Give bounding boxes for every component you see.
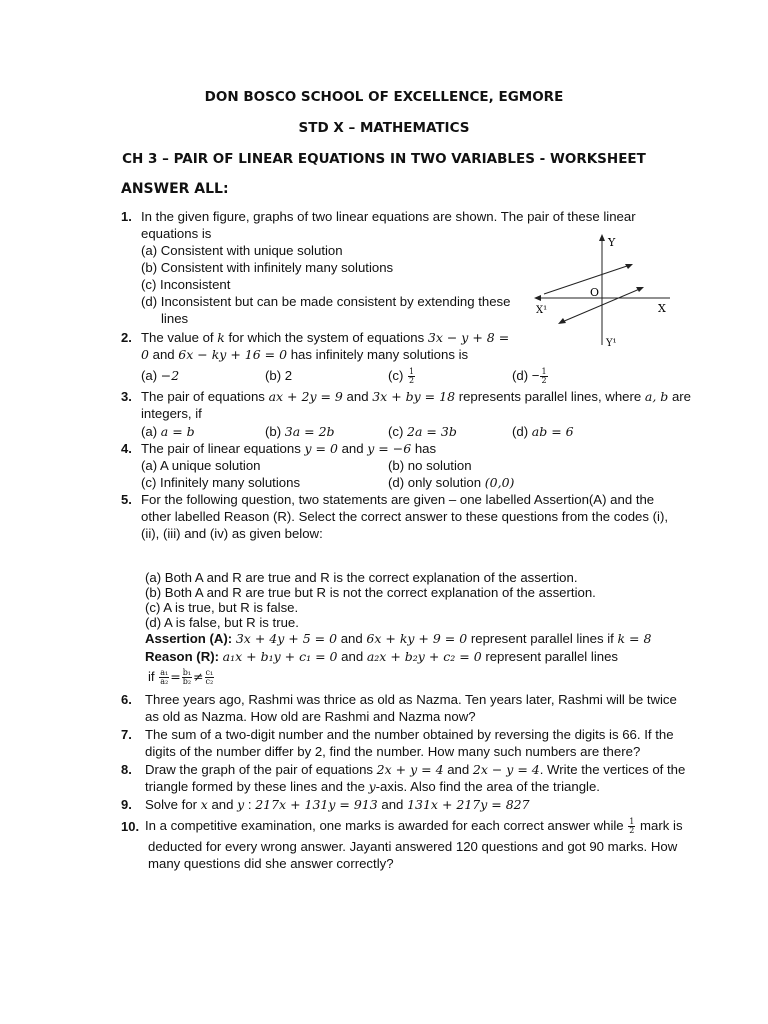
q5-option-d: (d) A is false, but R is true. xyxy=(145,615,299,630)
label-origin: O xyxy=(590,286,600,299)
q3-number: 3. xyxy=(121,389,132,404)
q1-option-b: (b) Consistent with infinitely many solutions xyxy=(141,260,394,275)
q8-number: 8. xyxy=(121,762,132,777)
q5-line1: For the following question, two statements are given – one labelled Assertion(A) and the xyxy=(141,492,655,507)
q5-reason-condition: if $\frac{\text{a₁}}{\text{a₂}}$ = $\frac{\text{b₁}}{\text{b₂}}$ ≠ $\frac{\text{c₁}}{\text{c₂}}$ xyxy=(148,668,214,687)
q1-option-a: (a) Consistent with unique solution xyxy=(141,243,343,258)
q9-line1: Solve for x and y : 217x + 131y = 913 and 131x + 217y = 827 xyxy=(145,797,530,812)
q10-line1: In a competitive examination, one marks is awarded for each correct answer while $\frac{1}{2}$ mark is xyxy=(145,817,683,836)
q5-line3: (ii), (iii) and (iv) as given below: xyxy=(141,526,323,541)
q4-line1: The pair of linear equations y = 0 and y = −6 has xyxy=(141,441,437,456)
q5-option-b: (b) Both A and R are true but R is not the correct explanation of the assertion. xyxy=(145,585,596,600)
label-y1: Y¹ xyxy=(606,338,617,349)
q7-line2: digits of the number differ by 2, find the number. How many such numbers are there? xyxy=(145,744,641,759)
chapter-title: CH 3 – PAIR OF LINEAR EQUATIONS IN TWO VARIABLES - WORKSHEET xyxy=(122,151,646,167)
q1-option-d: (d) Inconsistent but can be made consistent by extending these xyxy=(141,294,511,309)
q8-line1: Draw the graph of the pair of equations 2x + y = 4 and 2x − y = 4. Write the vertices of the xyxy=(145,762,686,777)
q4-option-b: (b) no solution xyxy=(388,458,472,473)
q2-line2: 0 and 6x − ky + 16 = 0 has infinitely many solutions is xyxy=(141,347,469,362)
q6-line2: as old as Nazma. How old are Rashmi and Nazma now? xyxy=(145,709,476,724)
q6-line1: Three years ago, Rashmi was thrice as old as Nazma. Ten years later, Rashmi will be twice xyxy=(145,692,677,707)
graph-line-lower-start-arrow-icon xyxy=(558,318,566,324)
q1-line2: equations is xyxy=(141,226,212,241)
answer-all-heading: ANSWER ALL: xyxy=(121,181,229,197)
q5-line2: other labelled Reason (R). Select the correct answer to these questions from the codes (i), xyxy=(141,509,669,524)
q2-option-b: (b) 2 xyxy=(265,368,293,383)
q1-number: 1. xyxy=(121,209,132,224)
q1-option-d-cont: lines xyxy=(161,311,189,326)
q6-number: 6. xyxy=(121,692,132,707)
q9-number: 9. xyxy=(121,797,132,812)
label-y: Y xyxy=(608,236,616,249)
q3-option-b: (b) 3a = 2b xyxy=(265,424,335,439)
q5-option-c: (c) A is true, but R is false. xyxy=(145,600,299,615)
label-x1: X¹ xyxy=(536,305,548,316)
q2-option-a: (a) −2 xyxy=(141,368,180,383)
label-x: X xyxy=(658,302,666,315)
q1-line1: In the given figure, graphs of two linear equations are shown. The pair of these linear xyxy=(141,209,636,224)
q3-line2: integers, if xyxy=(141,406,202,421)
q4-option-c: (c) Infinitely many solutions xyxy=(141,475,301,490)
school-name: DON BOSCO SCHOOL OF EXCELLENCE, EGMORE xyxy=(204,89,564,105)
q3-line1: The pair of equations ax + 2y = 9 and 3x + by = 18 represents parallel lines, where a, b are xyxy=(141,389,692,404)
q2-option-c: (c) $\frac{1}{2}$ xyxy=(388,367,415,386)
q1-graph-figure xyxy=(530,230,680,350)
graph-line-upper xyxy=(544,265,630,294)
class-title: STD X – MATHEMATICS xyxy=(298,120,470,136)
q7-number: 7. xyxy=(121,727,132,742)
q4-option-d: (d) only solution (0,0) xyxy=(388,475,515,490)
q10-number: 10. xyxy=(121,819,140,834)
x-axis-arrow-left-icon xyxy=(534,295,541,301)
q4-option-a: (a) A unique solution xyxy=(141,458,261,473)
q10-line2: deducted for every wrong answer. Jayanti answered 120 questions and got 90 marks. How xyxy=(148,839,678,854)
q3-option-c: (c) 2a = 3b xyxy=(388,424,457,439)
q3-option-a: (a) a = b xyxy=(141,424,195,439)
q3-option-d: (d) ab = 6 xyxy=(512,424,574,439)
y-axis-arrow-icon xyxy=(599,234,605,241)
q2-number: 2. xyxy=(121,330,132,345)
q2-line1: The value of k for which the system of equations 3x − y + 8 = xyxy=(141,330,510,345)
q4-number: 4. xyxy=(121,441,132,456)
q10-line3: many questions did she answer correctly? xyxy=(148,856,394,871)
q7-line1: The sum of a two-digit number and the number obtained by reversing the digits is 66. If the xyxy=(145,727,674,742)
q5-assertion: Assertion (A): 3x + 4y + 5 = 0 and 6x + ky + 9 = 0 represent parallel lines if k = 8 xyxy=(145,631,652,646)
q5-number: 5. xyxy=(121,492,132,507)
q1-option-c: (c) Inconsistent xyxy=(141,277,231,292)
q8-line2: triangle formed by these lines and the y-axis. Also find the area of the triangle. xyxy=(145,779,600,794)
q5-option-a: (a) Both A and R are true and R is the correct explanation of the assertion. xyxy=(145,570,578,585)
q5-reason: Reason (R): a₁x + b₁y + c₁ = 0 and a₂x + b₂y + c₂ = 0 represent parallel lines xyxy=(145,649,619,664)
q2-option-d: (d) − $\frac{1}{2}$ xyxy=(512,367,547,386)
